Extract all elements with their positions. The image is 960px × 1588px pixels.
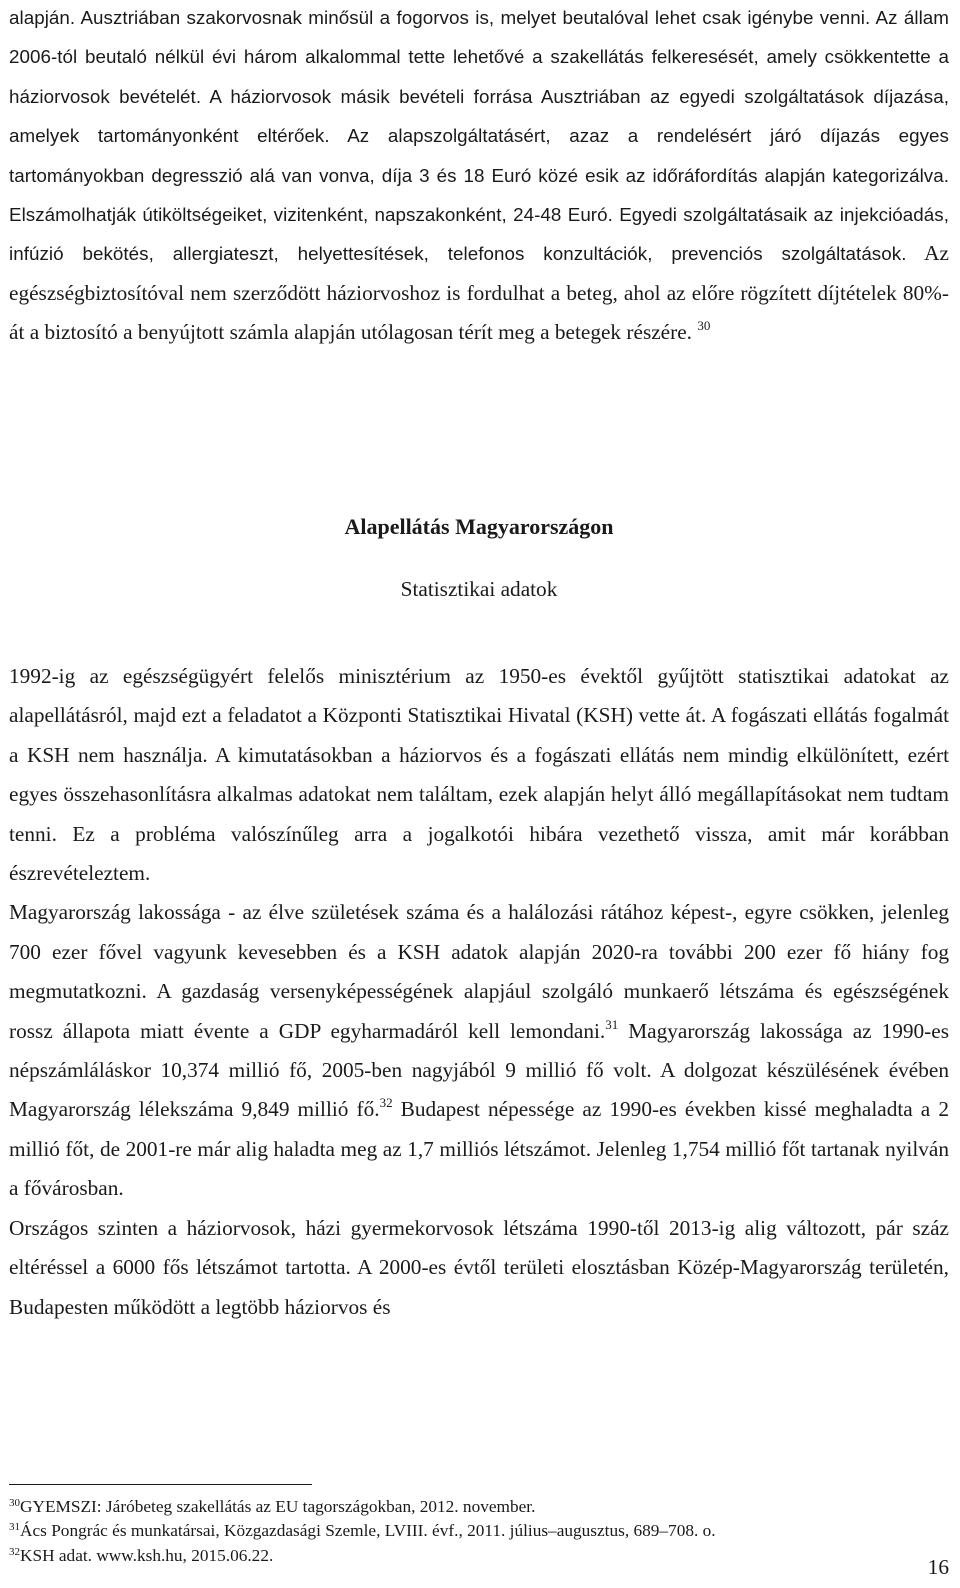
section-body: [9, 657, 949, 1327]
section-subtitle: Statisztikai adatok: [400, 577, 558, 601]
section-title: Alapellátás Magyarországon: [344, 514, 614, 539]
footnote-ref-31[interactable]: 31: [605, 1016, 619, 1032]
footnote-ref-30[interactable]: 30: [697, 318, 711, 334]
paragraph-segment: A 2000-es évtől területi elosztásban Közép-Magyarország területén, Budapesten működött a legtöbb háziorvos és: [9, 1255, 949, 1319]
paragraph-segment: A háziorvosok másik bevételi forrása Ausztriában az egyedi szolgáltatások díjazása, amelyek tartományonként eltérőek. Az alapszolgáltatásért, azaz a rendelésért járó díjazás egyes tartományokban degresszió alá van vonva, díja 3 és 18 Euró közé esik az időráfordítás alapján kategorizálva. Elszámolhatják útiköltségeiket, vizitenként, napszakonként, 24-48 Euró. Egyedi szolgáltatásaik az injekcióadás, infúzió bekötés, allergiateszt, helyettesítések, telefonos konzultációk, prevenciós szolgáltatások.: [9, 85, 949, 265]
footnote-number: 30: [9, 1497, 20, 1509]
footnote-text: GYEMSZI: Járóbeteg szakellátás az EU tagországokban, 2012. november.: [20, 1497, 536, 1516]
paragraph-population: [9, 893, 949, 1208]
footnotes: [9, 1495, 949, 1568]
paragraph-segment: Budapest népessége az 1990-es években kissé meghaladta a 2 millió főt, de 2001-re már alig haladta meg az 1,7 milliós létszámot. Jelenleg 1,754 millió főt tartanak nyilván a fővárosban.: [9, 1097, 949, 1201]
footnote-number: 31: [9, 1521, 20, 1534]
footnote-text: KSH adat. www.ksh.hu, 2015.06.22.: [20, 1545, 274, 1565]
paragraph-doctors: [9, 1209, 949, 1327]
page-number: 16: [927, 1555, 949, 1579]
footnote-divider: [9, 1484, 312, 1485]
footnote-32: [9, 1544, 949, 1568]
paragraph-segment: Magyarország lakossága az 1990-es népszámláláskor 10,374 millió fő, 2005-ben nagyjából 9 millió fő volt. A dolgozat készülésének évében Magyarország lélekszáma 9,849 millió fő.: [9, 1018, 949, 1122]
paragraph-segment: 1992-ig az egészségügyért felelős minisztérium az 1950-es évektől gyűjtött statisztikai adatokat az alapellátásról, majd ezt a feladatot a Központi Statisztikai Hivatal (KSH) vette át. A fogászati ellátás fogalmát a KSH nem használja. A kimutatásokban a háziorvos és a fogászati ellátás nem mindig elkülönített, ezért egyes összehasonlításra alkalmas adatokat nem találtam, ezek alapján helyt álló megállapításokat nem tudtam tenni. Ez a probléma valószínűleg arra a jogalkotói hibára vezethető vissza, amit már korábban észrevételeztem.: [9, 664, 949, 886]
footnote-text: Ács Pongrác és munkatársai, Közgazdasági Szemle, LVIII. évf., 2011. július–augusztus, 689–708. o.: [20, 1521, 716, 1541]
paragraph-austria-fees: [9, 0, 949, 353]
paragraph-segment: Magyarország lakossága - az élve születések száma és a halálozási rátához képest-, egyre csökken, jelenleg 700 ezer fővel vagyunk kevesebben és a KSH adatok alapján 2020-ra további 200 ezer fő hiány fog megmutatkozni. A gazdaság versenyképességének alapjául szolgáló munkaerő létszáma és egészségének rossz állapota miatt évente a GDP egyharmadáról kell lemondani.: [9, 900, 949, 1043]
footnote-ref-32[interactable]: 32: [379, 1095, 393, 1111]
footnote-31: [9, 1519, 949, 1543]
paragraph-segment: Országos szinten a háziorvosok, házi gyermekorvosok létszáma 1990-től 2013-ig alig változott, pár száz eltéréssel a 6000 fős létszámot tartotta.: [9, 1215, 949, 1280]
paragraph-segment: Az egészségbiztosítóval nem szerződött háziorvoshoz is fordulhat a beteg, ahol az előre rögzített díjtételek 80%-át a biztosító a benyújtott számla alapján utólagosan térít meg a betegek részére.: [9, 241, 950, 345]
footnote-30: [9, 1495, 949, 1519]
paragraph-statistics: [9, 657, 949, 893]
document-page: [9, 0, 950, 1579]
paragraph-segment: alapján. Ausztriában szakorvosnak minősül a fogorvos is, melyet beutalóval lehet csak igénybe venni. Az állam 2006-tól beutaló nélkül évi három alkalommal tette lehetővé a szakellátás felkeresését, amely csökkentette a háziorvosok bevételét.: [9, 7, 949, 107]
footnote-number: 32: [9, 1545, 20, 1558]
